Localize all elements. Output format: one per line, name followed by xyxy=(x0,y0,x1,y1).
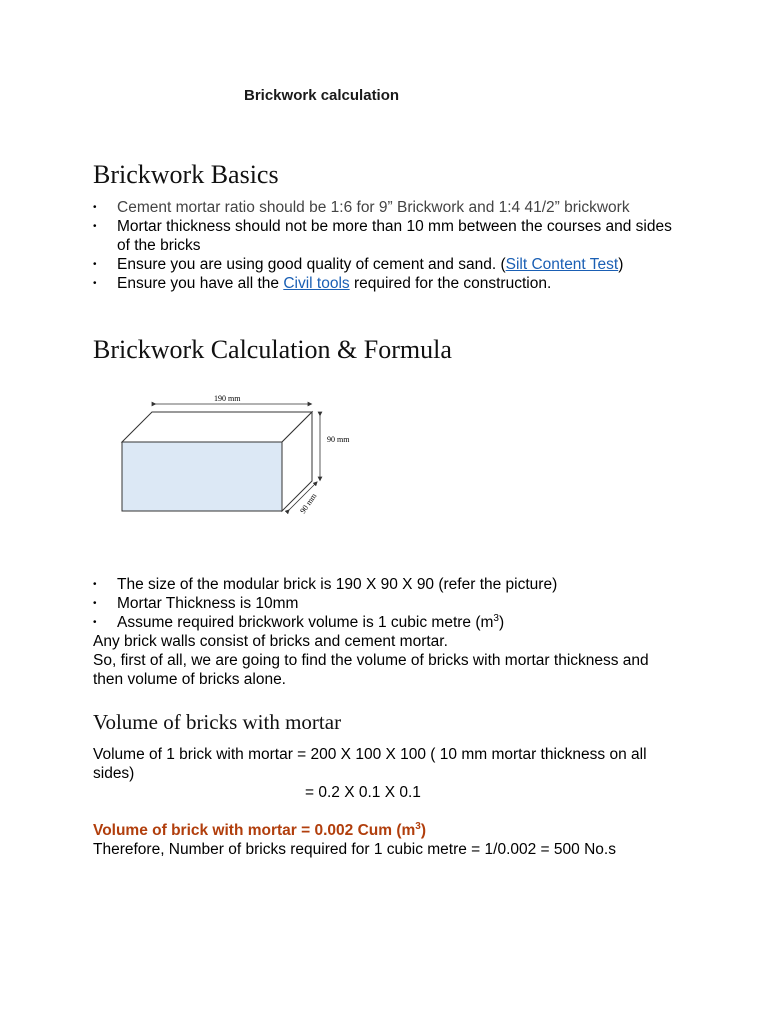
brick-diagram xyxy=(118,392,378,522)
paragraph: Therefore, Number of bricks required for 1 cubic metre = 1/0.002 = 500 No.s xyxy=(93,841,616,858)
paragraph: Volume of 1 brick with mortar = 200 X 100 X 100 ( 10 mm mortar thickness on all sides) xyxy=(93,746,647,782)
height-label: 90 mm xyxy=(327,435,350,444)
list-item-text: The size of the modular brick is 190 X 90 X 90 (refer the picture) xyxy=(117,576,558,593)
list-item-text-tail: ) xyxy=(618,256,624,273)
list-item-text-tail: required for the construction. xyxy=(349,275,552,292)
paragraph: Any brick walls consist of bricks and cement mortar. xyxy=(93,633,448,650)
result-text-tail: ) xyxy=(420,822,427,839)
superscript: 3 xyxy=(415,820,421,832)
formula-heading: Brickwork Calculation & Formula xyxy=(93,335,452,364)
bullet-icon: • xyxy=(93,617,97,628)
brick-top-face xyxy=(122,412,312,442)
result-text: Volume of brick with mortar = 0.002 Cum (m xyxy=(93,822,416,839)
depth-label: 90 mm xyxy=(298,491,319,516)
basics-list xyxy=(93,198,673,293)
calculation-line: = 0.2 X 0.1 X 0.1 xyxy=(305,784,421,801)
list-item-text: Ensure you are using good quality of cement and sand. ( xyxy=(117,256,506,273)
list-item-text: Mortar Thickness is 10mm xyxy=(117,595,299,612)
list-item xyxy=(93,198,673,217)
list-item xyxy=(93,217,673,255)
brick-front-face xyxy=(122,442,282,511)
basics-heading: Brickwork Basics xyxy=(93,160,279,189)
bullet-icon: • xyxy=(93,259,97,270)
superscript: 3 xyxy=(493,612,499,624)
bullet-icon: • xyxy=(93,579,97,590)
bullet-icon: • xyxy=(93,221,97,232)
formula-list xyxy=(93,575,673,632)
mortar-section-heading: Volume of bricks with mortar xyxy=(93,710,342,734)
bullet-icon: • xyxy=(93,278,97,289)
silt-content-test-link[interactable]: Silt Content Test xyxy=(505,256,619,273)
bullet-icon: • xyxy=(93,202,97,213)
civil-tools-link[interactable]: Civil tools xyxy=(283,275,350,292)
document-title: Brickwork calculation xyxy=(244,87,400,104)
length-label: 190 mm xyxy=(214,394,241,403)
list-item-text: Ensure you have all the xyxy=(117,275,284,292)
bullet-icon: • xyxy=(93,598,97,609)
list-item xyxy=(93,575,673,594)
list-item-text-tail: ) xyxy=(498,614,505,631)
list-item-text: Cement mortar ratio should be 1:6 for 9” Brickwork and 1:4 41/2” brickwork xyxy=(117,199,630,216)
result-highlight xyxy=(93,821,426,840)
list-item-text: Assume required brickwork volume is 1 cubic metre (m xyxy=(117,614,494,631)
list-item xyxy=(93,274,673,293)
list-item xyxy=(93,613,673,632)
list-item xyxy=(93,255,673,274)
list-item xyxy=(93,594,673,613)
list-item-text: Mortar thickness should not be more than 10 mm between the courses and sides of the bricks xyxy=(117,218,672,254)
paragraph: So, first of all, we are going to find the volume of bricks with mortar thickness and then volume of bricks alone. xyxy=(93,652,649,688)
